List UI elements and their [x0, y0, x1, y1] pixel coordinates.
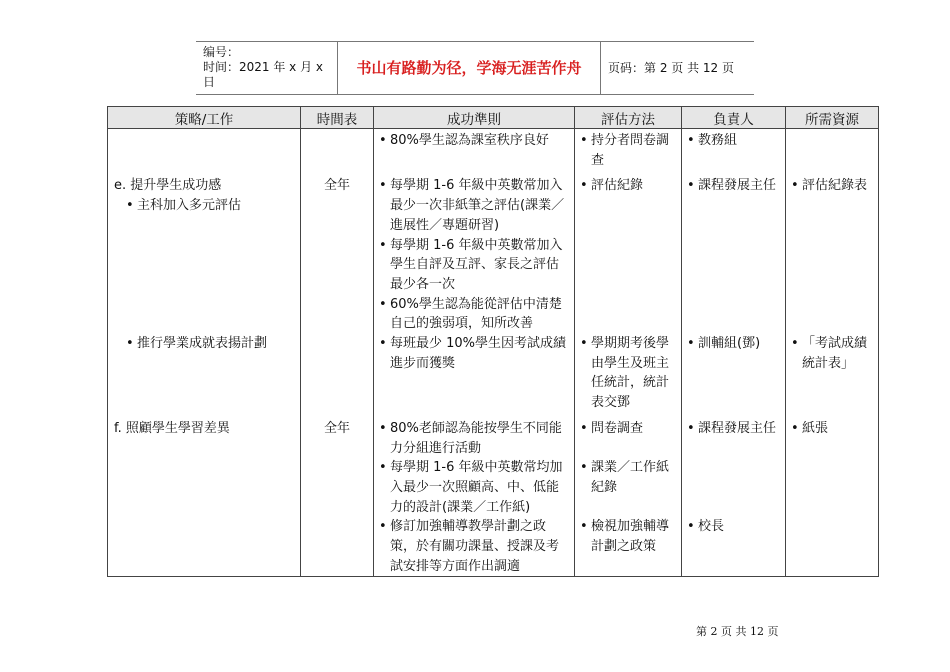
table-row	[108, 334, 879, 413]
owner-item: • 教務組	[685, 131, 782, 151]
resource-item: • 「考試成績統計表」	[789, 334, 875, 373]
criteria-item: • 修訂加強輔導教學計劃之政策，於有關功課量、授課及考試安排等方面作出調適	[377, 517, 571, 576]
owner-item: • 課程發展主任	[685, 176, 782, 196]
method-item: • 課業／工作紙紀錄	[578, 458, 678, 497]
owner-item: • 課程發展主任	[685, 419, 782, 439]
table-row	[108, 413, 879, 577]
method-item: • 問卷調查	[578, 419, 678, 439]
criteria-item: • 每學期 1-6 年級中英數常加入學生自評及互評、家長之評估最少各一次	[377, 236, 571, 295]
criteria-item: • 80%老師認為能按學生不同能力分組進行活動	[377, 419, 571, 458]
strategy-title: e. 提升學生成功感	[114, 178, 222, 194]
header-time: 时间：2021 年 x 月 x 日	[203, 60, 324, 89]
criteria-item: • 80%學生認為課室秩序良好	[377, 131, 571, 151]
table-row	[108, 170, 879, 334]
criteria-item: • 每學期 1-6 年級中英數常加入最少一次非紙筆之評估(課業／進展性／專題研習)	[377, 176, 571, 235]
method-item: • 學期期考後學由學生及班主任統計，統計表交鄧	[578, 334, 678, 413]
owner-item: • 校長	[685, 517, 782, 537]
plan-table	[107, 106, 879, 577]
strategy-item: • 推行學業成就表揚計劃	[124, 334, 297, 354]
header-page-number: 页码：第 2 页 共 12 页	[608, 61, 734, 75]
header-motto: 书山有路勤为径，学海无涯苦作舟	[338, 42, 601, 94]
criteria-item: • 60%學生認為能從評估中清楚自己的強弱項，知所改善	[377, 295, 571, 334]
col-header: 負責人	[682, 107, 786, 129]
time-cell: 全年	[301, 413, 374, 577]
resource-item: • 評估紀錄表	[789, 176, 875, 196]
table-header-row	[108, 107, 879, 129]
page-header	[196, 41, 754, 95]
criteria-item: • 每學期 1-6 年級中英數常均加入最少一次照顧高、中、低能力的設計(課業／工作紙)	[377, 458, 571, 517]
header-number: 编号：	[203, 45, 240, 59]
method-item: • 評估紀錄	[578, 176, 678, 196]
strategy-item: • 主科加入多元評估	[124, 196, 297, 216]
resource-item: • 紙張	[789, 419, 875, 439]
strategy-title: f. 照顧學生學習差異	[114, 420, 230, 436]
method-item: • 檢視加強輔導計劃之政策	[578, 517, 678, 556]
col-header: 評估方法	[575, 107, 682, 129]
col-header: 所需資源	[786, 107, 879, 129]
table-row	[108, 129, 879, 171]
method-item: • 持分者問卷調查	[578, 131, 678, 170]
col-header: 成功準則	[374, 107, 575, 129]
time-cell: 全年	[301, 170, 374, 334]
col-header: 策略/工作	[108, 107, 301, 129]
page-footer: 第 2 页 共 12 页	[696, 625, 779, 638]
criteria-item: • 每班最少 10%學生因考試成績進步而獲獎	[377, 334, 571, 373]
owner-item: • 訓輔組(鄧)	[685, 334, 782, 354]
col-header: 時間表	[301, 107, 374, 129]
header-meta	[196, 42, 338, 94]
